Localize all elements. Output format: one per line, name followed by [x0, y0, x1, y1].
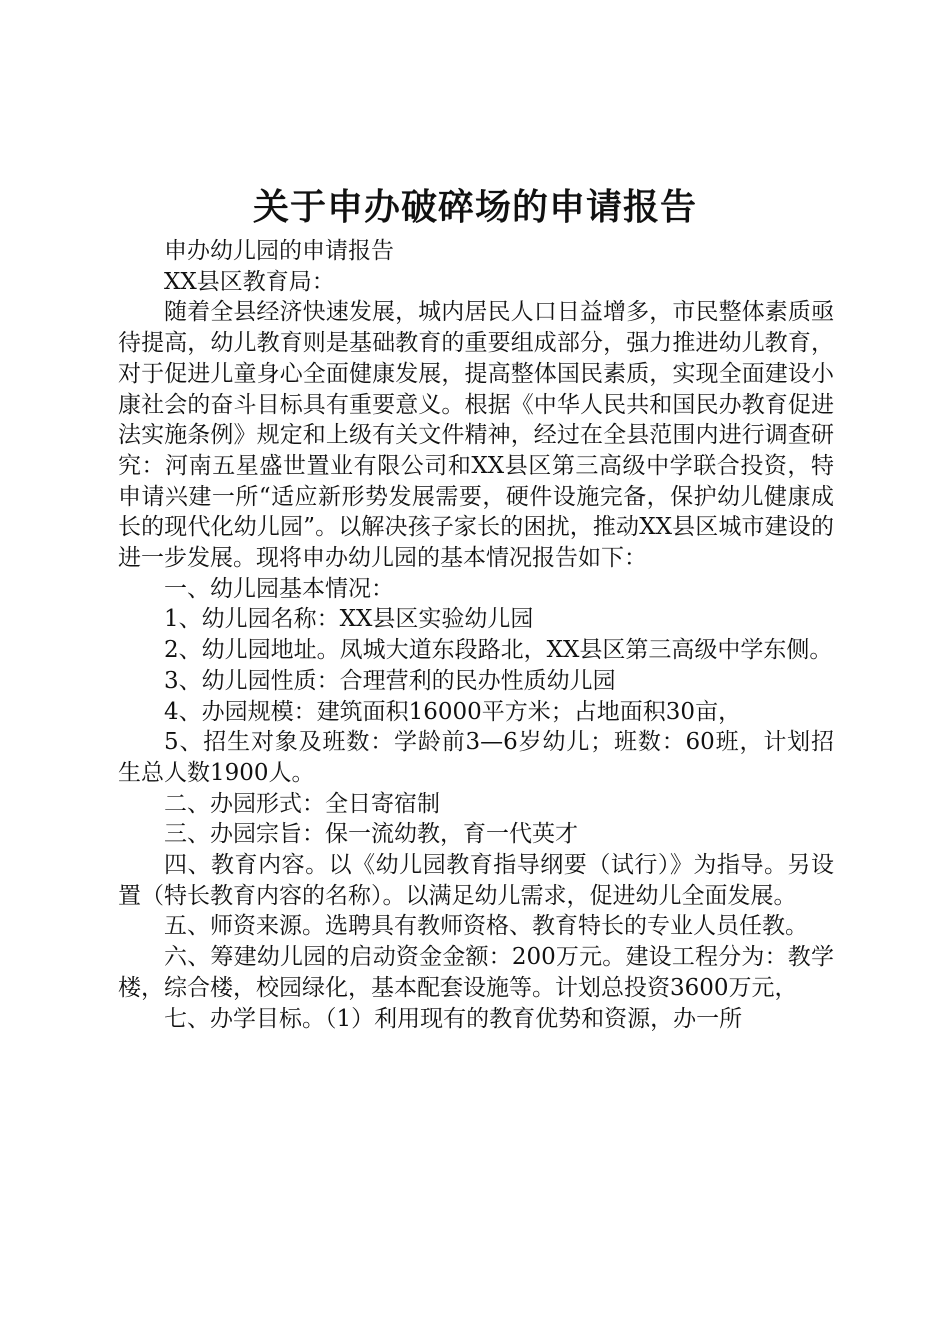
paragraph-section-4: 四、教育内容。以《幼儿园教育指导纲要（试行）》为指导。另设置（特长教育内容的名称）。以满足幼儿需求，促进幼儿全面发展。	[118, 852, 834, 909]
paragraph-item-enrollment: 5、招生对象及班数：学龄前3—6岁幼儿；班数：60班，计划招生总人数1900人。	[118, 729, 834, 786]
paragraph-section-2: 二、办园形式：全日寄宿制	[164, 790, 440, 817]
paragraph-item-address: 2、幼儿园地址。凤城大道东段路北，XX县区第三高级中学东侧。	[164, 637, 833, 664]
paragraph-section-1: 一、幼儿园基本情况：	[164, 575, 394, 602]
paragraph-addressee: XX县区教育局：	[164, 268, 335, 295]
paragraph-section-7: 七、办学目标。（1）利用现有的教育优势和资源，办一所	[164, 1005, 743, 1032]
document-title: 关于申办破碎场的申请报告	[252, 187, 697, 228]
paragraph-item-scale: 4、办园规模：建筑面积16000平方米；占地面积30亩，	[164, 698, 742, 725]
document-body	[118, 236, 834, 1034]
paragraph-section-3: 三、办园宗旨：保一流幼教，育一代英才	[164, 821, 578, 848]
paragraph-section-6: 六、筹建幼儿园的启动资金金额：200万元。建设工程分为：教学楼，综合楼，校园绿化，基本配套设施等。计划总投资3600万元，	[118, 944, 834, 1001]
paragraph-section-5: 五、师资来源。选聘具有教师资格、教育特长的专业人员任教。	[164, 913, 808, 940]
paragraph-item-name: 1、幼儿园名称：XX县区实验幼儿园	[164, 606, 534, 633]
paragraph-intro: 随着全县经济快速发展，城内居民人口日益增多，市民整体素质亟待提高，幼儿教育则是基础教育的重要组成部分，强力推进幼儿教育，对于促进儿童身心全面健康发展，提高整体国民素质，实现全面建设小康社会的奋斗目标具有重要意义。根据《中华人民共和国民办教育促进法实施条例》规定和上级有关文件精神，经过在全县范围内进行调查研究：河南五星盛世置业有限公司和XX县区第三高级中学联合投资，特申请兴建一所“适应新形势发展需要，硬件设施完备，保护幼儿健康成长的现代化幼儿园”。以解决孩子家长的困扰，推动XX县区城市建设的进一步发展。现将申办幼儿园的基本情况报告如下：	[118, 299, 834, 572]
paragraph-subtitle: 申办幼儿园的申请报告	[164, 238, 394, 264]
paragraph-item-nature: 3、幼儿园性质：合理营利的民办性质幼儿园	[164, 667, 616, 694]
